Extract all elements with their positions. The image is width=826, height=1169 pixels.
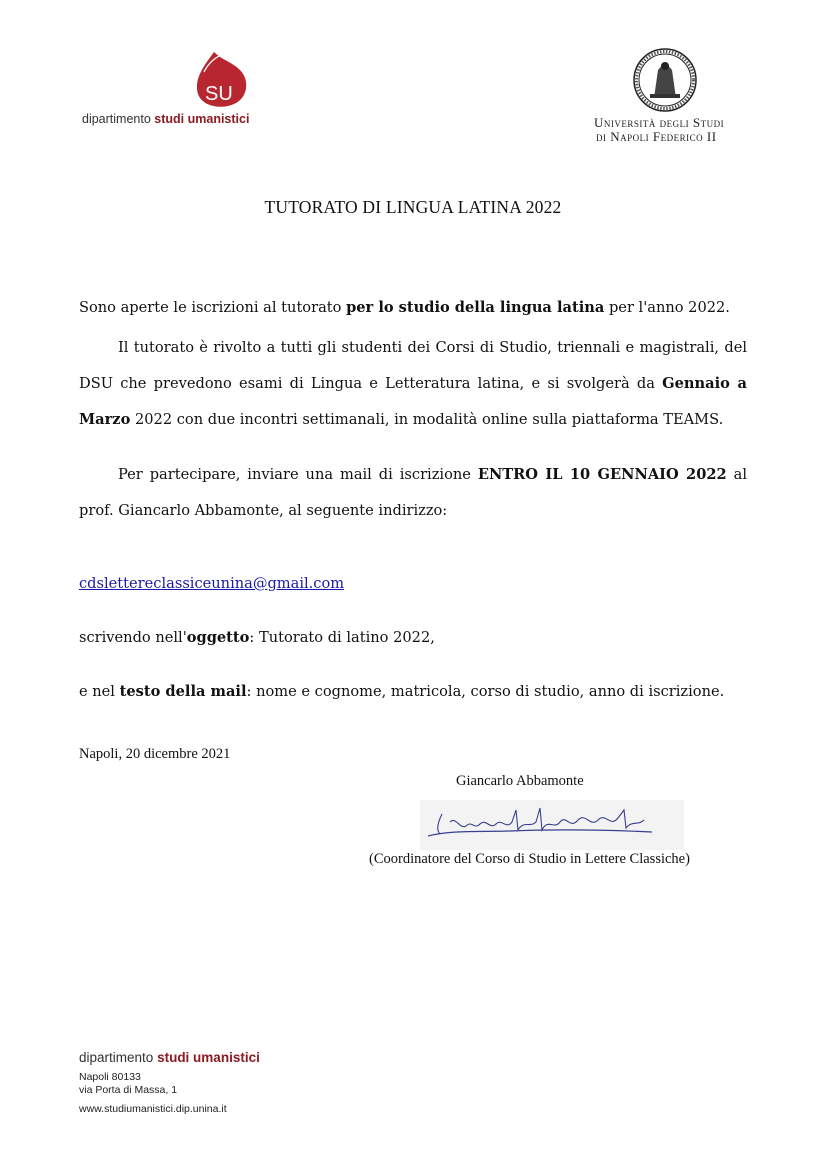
handwritten-signature — [420, 800, 684, 855]
footer-website: www.studiumanistici.dip.unina.it — [79, 1103, 227, 1115]
mail-body-line: e nel testo della mail: nome e cognome, matricola, corso di studio, anno di iscrizione. — [79, 683, 725, 700]
university-logo — [594, 48, 754, 148]
email-link[interactable]: cdslettereclassiceunina@gmail.com — [79, 575, 345, 592]
footer-address: via Porta di Massa, 1 — [79, 1084, 178, 1096]
registration-paragraph: Per partecipare, inviare una mail di iscrizione ENTRO IL 10 GENNAIO 2022 al prof. Giancarlo Abbamonte, al seguente indirizzo: — [79, 466, 747, 519]
signer-name: Giancarlo Abbamonte — [456, 773, 584, 789]
dsu-drop-icon — [194, 50, 250, 110]
dsu-logo — [82, 50, 282, 130]
subject-line: scrivendo nell'oggetto: Tutorato di latino 2022, — [79, 629, 435, 646]
dsu-logo-text: dipartimento studi umanistici — [82, 112, 250, 126]
intro-paragraph: Sono aperte le iscrizioni al tutorato per lo studio della lingua latina per l'anno 2022. — [79, 299, 730, 316]
university-name: Università degli Studi di Napoli Federico II — [594, 115, 725, 144]
date: Napoli, 20 dicembre 2021 — [79, 746, 231, 762]
footer-department: dipartimento studi umanistici — [79, 1050, 260, 1065]
university-seal-icon — [628, 48, 702, 112]
svg-text:SU: SU — [205, 83, 233, 105]
page-title: TUTORATO DI LINGUA LATINA 2022 — [264, 197, 562, 217]
signer-role: (Coordinatore del Corso di Studio in Lettere Classiche) — [369, 851, 690, 867]
footer-city: Napoli 80133 — [79, 1071, 141, 1083]
footer — [79, 1050, 260, 1116]
details-paragraph: Il tutorato è rivolto a tutti gli studenti dei Corsi di Studio, triennali e magistrali, del DSU che prevedono esami di Lingua e Letteratura latina, e si svolgerà da Gennaio a Marzo 2022 con due incontri settimanali, in modalità online sulla piattaforma TEAMS. — [79, 339, 748, 428]
email-line — [79, 566, 747, 602]
